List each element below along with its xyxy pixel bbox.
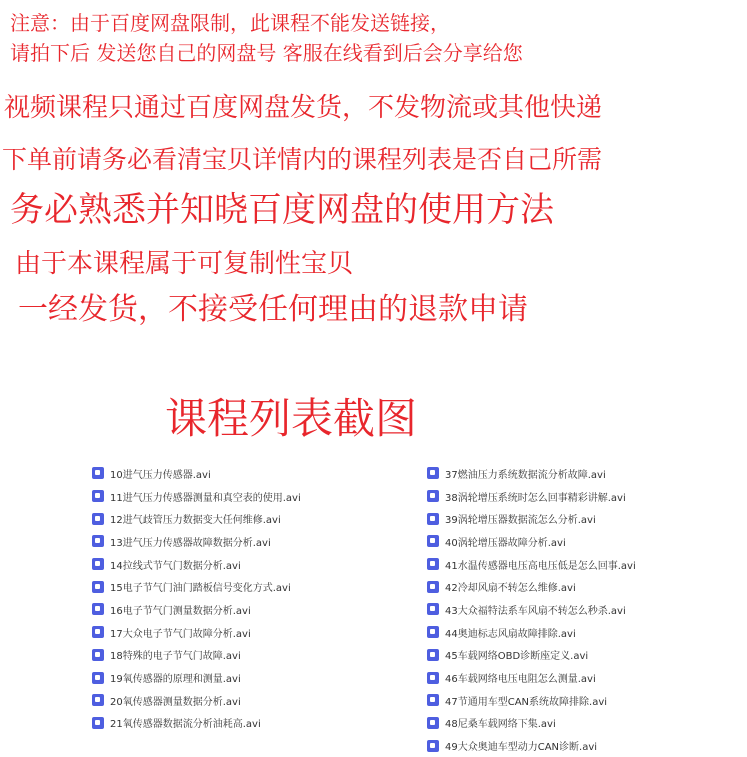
file-item[interactable]: [92, 689, 301, 712]
file-name: 21氧传感器数据流分析油耗高.avi: [110, 719, 261, 731]
file-name: 45车载网络OBD诊断座定义.avi: [445, 651, 589, 663]
video-file-icon: [427, 467, 439, 479]
notice-line: 一经发货，不接受任何理由的退款申请: [18, 292, 528, 327]
notice-section: [0, 0, 747, 340]
video-file-icon: [427, 513, 439, 525]
video-file-icon: [92, 535, 104, 547]
video-file-icon: [427, 558, 439, 570]
file-name: 15电子节气门油门踏板信号变化方式.avi: [110, 583, 291, 595]
file-item[interactable]: [427, 621, 636, 644]
file-item[interactable]: [427, 598, 636, 621]
video-file-icon: [92, 717, 104, 729]
video-file-icon: [427, 740, 439, 752]
file-item[interactable]: [92, 621, 301, 644]
file-item[interactable]: [92, 666, 301, 689]
file-name: 18特殊的电子节气门故障.avi: [110, 651, 241, 663]
video-file-icon: [92, 672, 104, 684]
file-name: 43大众福特法系车风扇不转怎么秒杀.avi: [445, 605, 626, 617]
file-item[interactable]: [427, 530, 636, 553]
file-item[interactable]: [427, 666, 636, 689]
file-item[interactable]: [92, 530, 301, 553]
video-file-icon: [92, 581, 104, 593]
video-file-icon: [427, 649, 439, 661]
video-file-icon: [427, 535, 439, 547]
file-name: 10进气压力传感器.avi: [110, 469, 211, 481]
notice-line: 请拍下后 发送您自己的网盘号 客服在线看到后会分享给您: [10, 41, 523, 65]
file-item[interactable]: [427, 485, 636, 508]
file-list-right: [427, 462, 636, 757]
video-file-icon: [92, 626, 104, 638]
file-item[interactable]: [427, 575, 636, 598]
file-list-left: [92, 462, 301, 734]
file-name: 46车载网络电压电阻怎么测量.avi: [445, 674, 596, 686]
file-item[interactable]: [427, 734, 636, 757]
file-name: 42冷却风扇不转怎么维修.avi: [445, 583, 576, 595]
video-file-icon: [92, 513, 104, 525]
file-item[interactable]: [92, 485, 301, 508]
file-item[interactable]: [92, 644, 301, 667]
file-name: 13进气压力传感器故障数据分析.avi: [110, 537, 271, 549]
video-file-icon: [92, 558, 104, 570]
file-name: 14拉线式节气门数据分析.avi: [110, 560, 241, 572]
notice-line: 注意：由于百度网盘限制，此课程不能发送链接，: [10, 11, 450, 35]
file-item[interactable]: [92, 507, 301, 530]
file-item[interactable]: [427, 507, 636, 530]
video-file-icon: [92, 694, 104, 706]
video-file-icon: [427, 672, 439, 684]
video-file-icon: [427, 717, 439, 729]
file-name: 40涡轮增压器故障分析.avi: [445, 537, 566, 549]
file-name: 12进气歧管压力数据变大任何维修.avi: [110, 515, 281, 527]
file-name: 20氧传感器测量数据分析.avi: [110, 696, 241, 708]
video-file-icon: [427, 603, 439, 615]
file-item[interactable]: [427, 462, 636, 485]
file-name: 47节通用车型CAN系统故障排除.avi: [445, 696, 608, 708]
file-item[interactable]: [92, 462, 301, 485]
file-name: 19氧传感器的原理和测量.avi: [110, 674, 241, 686]
file-name: 44奥迪标志风扇故障排除.avi: [445, 628, 576, 640]
file-item[interactable]: [92, 553, 301, 576]
file-item[interactable]: [427, 644, 636, 667]
video-file-icon: [427, 694, 439, 706]
video-file-icon: [427, 490, 439, 502]
notice-line: 下单前请务必看清宝贝详情内的课程列表是否自己所需: [2, 145, 603, 174]
file-name: 49大众奥迪车型动力CAN诊断.avi: [445, 742, 598, 754]
course-list-title: 课程列表截图: [165, 394, 418, 443]
file-item[interactable]: [92, 712, 301, 735]
video-file-icon: [92, 490, 104, 502]
file-item[interactable]: [427, 712, 636, 735]
file-item[interactable]: [427, 689, 636, 712]
file-name: 17大众电子节气门故障分析.avi: [110, 628, 251, 640]
video-file-icon: [427, 626, 439, 638]
file-name: 37燃油压力系统数据流分析故障.avi: [445, 469, 606, 481]
notice-line: 由于本课程属于可复制性宝贝: [15, 249, 354, 279]
file-item[interactable]: [92, 598, 301, 621]
file-name: 38涡轮增压系统时怎么回事精彩讲解.avi: [445, 492, 626, 504]
video-file-icon: [92, 603, 104, 615]
file-name: 39涡轮增压器数据流怎么分析.avi: [445, 515, 596, 527]
notice-line: 务必熟悉并知晓百度网盘的使用方法: [10, 190, 554, 230]
file-name: 16电子节气门测量数据分析.avi: [110, 605, 251, 617]
file-item[interactable]: [427, 553, 636, 576]
file-name: 41水温传感器电压高电压低是怎么回事.avi: [445, 560, 636, 572]
video-file-icon: [92, 649, 104, 661]
notice-line: 视频课程只通过百度网盘发货，不发物流或其他快递: [4, 93, 603, 123]
file-name: 11进气压力传感器测量和真空表的使用.avi: [110, 492, 301, 504]
video-file-icon: [427, 581, 439, 593]
file-name: 48尼桑车载网络下集.avi: [445, 719, 556, 731]
file-item[interactable]: [92, 575, 301, 598]
video-file-icon: [92, 467, 104, 479]
